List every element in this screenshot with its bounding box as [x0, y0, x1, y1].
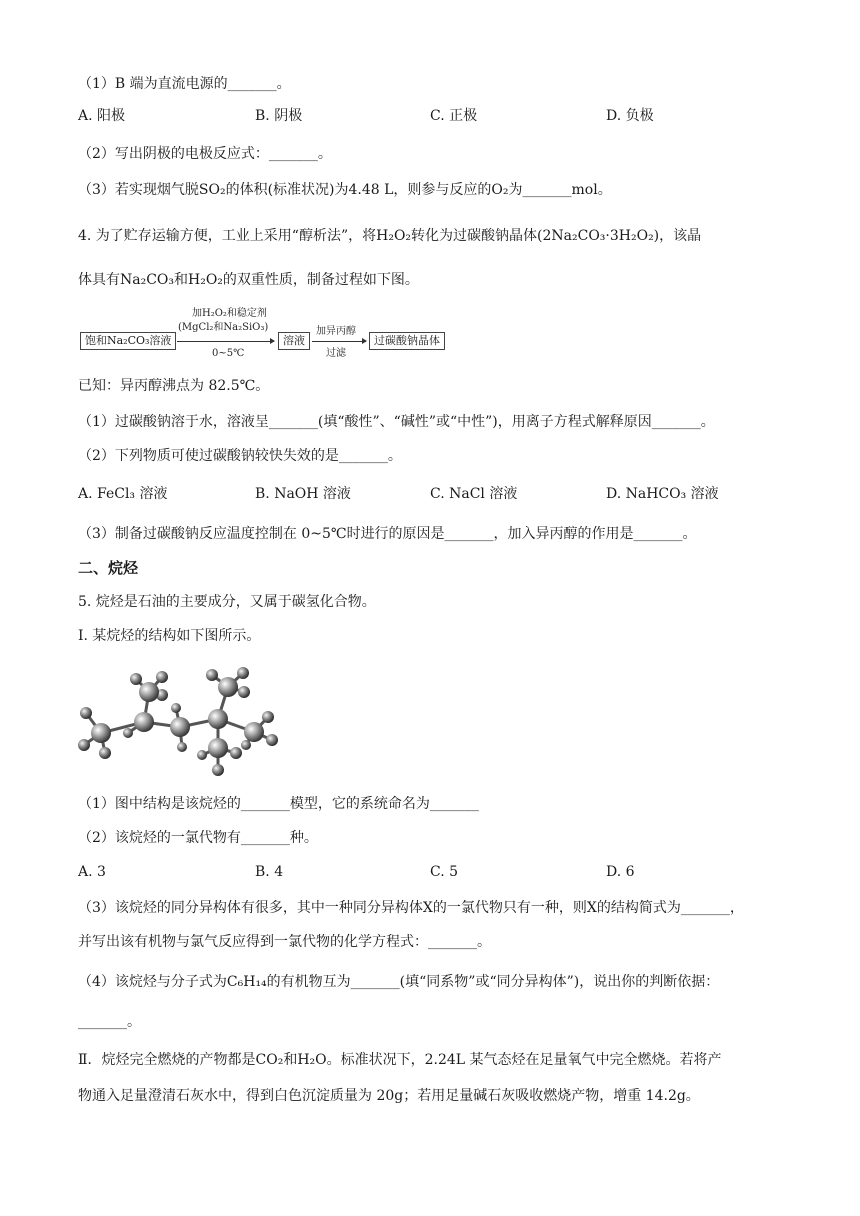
flow-filter-label: 过滤: [326, 348, 346, 359]
flow-reagent-label: 加H₂O₂和稳定剂: [192, 308, 267, 319]
q4-3-text: （3）制备过碳酸钠反应温度控制在 0~5℃时进行的原因是_______，加入异丙醇的作用是_______。: [78, 526, 697, 542]
flow-end-box: 过碳酸钠晶体: [369, 332, 445, 350]
q4-2-text: （2）下列物质可使过碳酸钠较快失效的是_______。: [78, 448, 402, 464]
section-heading: 二、烷烃: [78, 559, 139, 577]
flow-arrow-1: [177, 341, 274, 342]
q5-stem: 5. 烷烃是石油的主要成分，又属于碳氢化合物。: [78, 594, 376, 610]
q4-2-option-a[interactable]: A. FeCl₃ 溶液: [78, 486, 168, 502]
q3-3-text: （3）若实现烟气脱SO₂的体积(标准状况)为4.48 L，则参与反应的O₂为_______mol。: [78, 182, 612, 198]
q5-2-option-c[interactable]: C. 5: [430, 864, 459, 880]
q4-2-option-b[interactable]: B. NaOH 溶液: [255, 486, 351, 502]
q5-2-option-d[interactable]: D. 6: [606, 864, 635, 880]
q4-2-option-d[interactable]: D. NaHCO₃ 溶液: [606, 486, 719, 502]
q5-3-line2: 并写出该有机物与氯气反应得到一氯代物的化学方程式：_______。: [78, 934, 491, 950]
flow-start-box: 饱和Na₂CO₃溶液: [80, 332, 176, 350]
q5-1-text: （1）图中结构是该烷烃的_______模型，它的系统命名为_______: [78, 796, 479, 812]
flow-add-isopropanol-label: 加异丙醇: [316, 326, 356, 337]
q5-4-line2: _______。: [78, 1014, 141, 1030]
flow-arrow-2: [312, 341, 366, 342]
ball-and-stick-model: [78, 665, 288, 780]
q3-2-text: （2）写出阴极的电极反应式：_______。: [78, 146, 332, 162]
known-text: 已知：异丙醇沸点为 82.5℃。: [78, 378, 270, 394]
flow-stabilizer-label: (MgCl₂和Na₂SiO₃): [178, 322, 269, 333]
q3-1-option-c[interactable]: C. 正极: [430, 108, 478, 124]
q5-4-line1: （4）该烷烃与分子式为C₆H₁₄的有机物互为_______(填“同系物”或“同分异构体”)，说出你的判断依据：: [78, 974, 720, 990]
preparation-flowchart: [80, 304, 460, 364]
q4-2-option-c[interactable]: C. NaCl 溶液: [430, 486, 518, 502]
part1-text: I. 某烷烃的结构如下图所示。: [78, 628, 261, 644]
q5-2-option-b[interactable]: B. 4: [255, 864, 284, 880]
q3-1-option-d[interactable]: D. 负极: [606, 108, 654, 124]
q5-2-text: （2）该烷烃的一氯代物有_______种。: [78, 830, 318, 846]
q4-1-text: （1）过碳酸钠溶于水，溶液呈_______(填“酸性”、“碱性”或“中性”)，用离子方程式解释原因_______。: [78, 414, 715, 430]
q3-1-text: （1）B 端为直流电源的_______。: [78, 76, 291, 92]
q5-3-line1: （3）该烷烃的同分异构体有很多，其中一种同分异构体X的一氯代物只有一种，则X的结构简式为_______，: [78, 900, 744, 916]
q4-stem-line1: 4. 为了贮存运输方便，工业上采用“醇析法”，将H₂O₂转化为过碳酸钠晶体(2Na₂CO₃·3H₂O₂)，该晶: [78, 228, 702, 244]
flow-temperature-label: 0~5℃: [212, 348, 245, 359]
q3-1-option-a[interactable]: A. 阳极: [78, 108, 126, 124]
part2-line2: 物通入足量澄清石灰水中，得到白色沉淀质量为 20g；若用足量碱石灰吸收燃烧产物，增重 14.2g。: [78, 1088, 700, 1104]
q4-stem-line2: 体具有Na₂CO₃和H₂O₂的双重性质，制备过程如下图。: [78, 272, 419, 288]
q3-1-option-b[interactable]: B. 阴极: [255, 108, 303, 124]
flow-mid-box: 溶液: [278, 332, 310, 350]
part2-line1: Ⅱ．烷烃完全燃烧的产物都是CO₂和H₂O。标准状况下，2.24L 某气态烃在足量氧气中完全燃烧。若将产: [78, 1052, 722, 1068]
q5-2-option-a[interactable]: A. 3: [78, 864, 106, 880]
